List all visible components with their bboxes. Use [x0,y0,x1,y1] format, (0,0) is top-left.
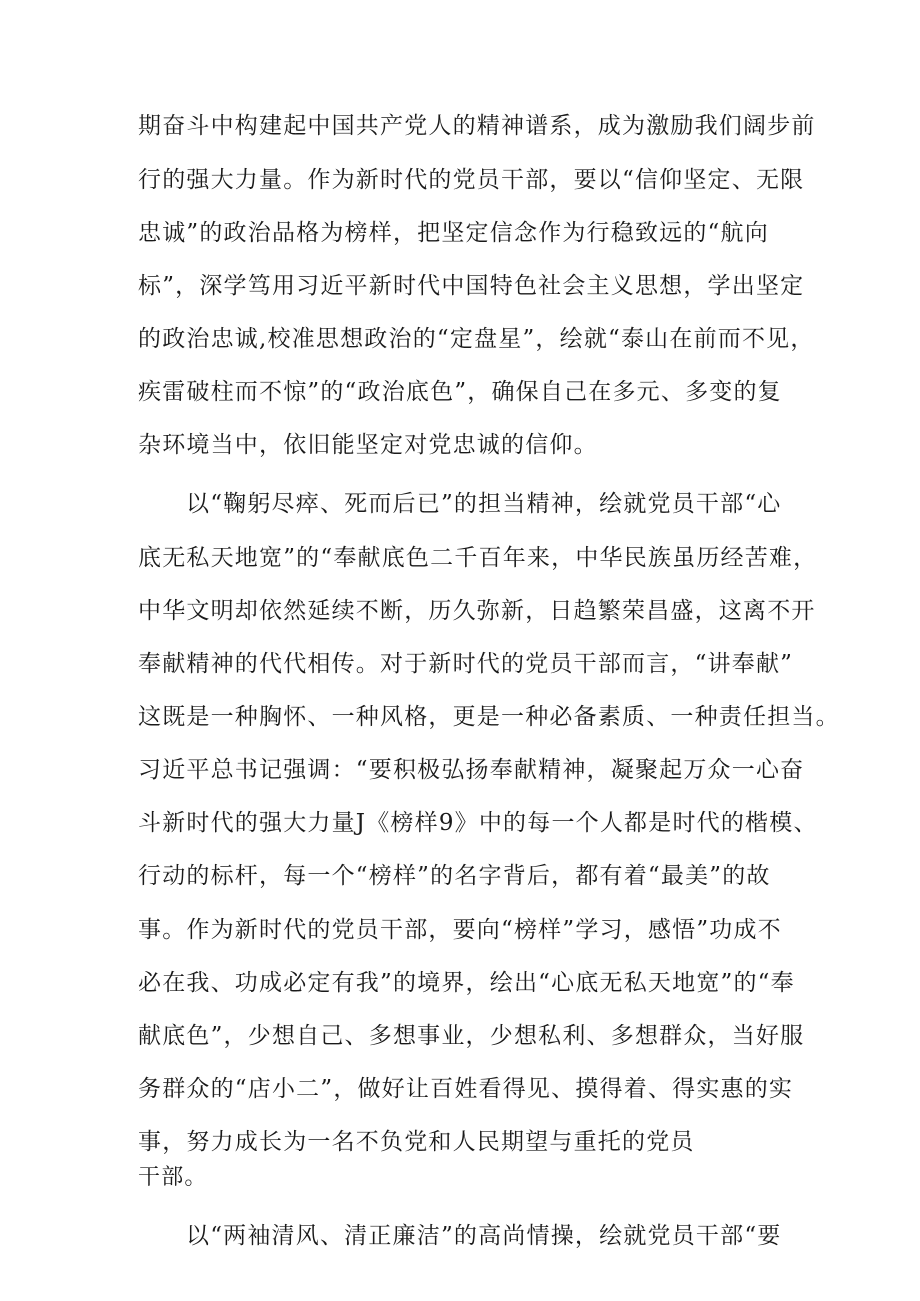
text-line: 中华文明却依然延续不断，历久弥新，日趋繁荣昌盛，这离不开 [138,598,816,624]
text-line: 务群众的“店小二”，做好让百姓看得见、摸得着、得实惠的实 [138,1076,794,1102]
paragraph-first-line: 以“两袖清风、清正廉洁”的高尚情操，绘就党员干部“要 [186,1223,782,1249]
text-line: 事。作为新时代的党员干部，要向“榜样”学习，感悟”功成不 [138,917,782,943]
text-line: 习近平总书记强调：“要积极弘扬奉献精神，凝聚起万众一心奋 [138,757,805,783]
paragraph-first-line: 以“鞠躬尽瘁、死而后已”的担当精神，绘就党员干部“心 [186,491,782,517]
text-line: 杂环境当中，依旧能坚定对党忠诚的信仰。 [138,432,598,458]
text-line: 的政治忠诚,校准思想政治的“定盘星”，绘就“泰山在前而不见， [138,326,815,352]
text-line: 奉献精神的代代相传。对于新时代的党员干部而言，“讲奉献” [138,651,794,677]
text-line: 献底色”，少想自己、多想事业，少想私利、多想群众，当好服 [138,1023,805,1049]
text-line: 事，努力成长为一名不负党和人民期望与重托的党员 [138,1129,695,1155]
text-line: 斗新时代的强大力量J《榜样9》中的每一个人都是时代的楷模、 [138,810,818,836]
text-line: 忠诚”的政治品格为榜样，把坚定信念作为行稳致远的“航向 [138,220,769,246]
text-line: 底无私天地宽”的“奉献底色二千百年来，中华民族虽历经苦难， [138,545,818,571]
text-line: 行动的标杆，每一个“榜样”的名字背后，都有着“最美”的故 [138,863,771,889]
text-line: 干部。 [138,1165,208,1190]
text-line: 期奋斗中构建起中国共产党人的精神谱系，成为激励我们阔步前 [138,113,816,139]
text-line: 标”，深学笃用习近平新时代中国特色社会主义思想，学出坚定 [138,273,805,299]
text-line: 必在我、功成必定有我”的境界，绘出“心底无私天地宽”的“奉 [138,970,795,996]
text-line: 这既是一种胸怀、一种风格，更是一种必备素质、一种责任担当。 [138,704,840,730]
text-line: 疾雷破柱而不惊”的“政治底色”，确保自己在多元、多变的复 [138,379,782,405]
text-line: 行的强大力量。作为新时代的党员干部，要以“信仰坚定、无限 [138,167,805,193]
